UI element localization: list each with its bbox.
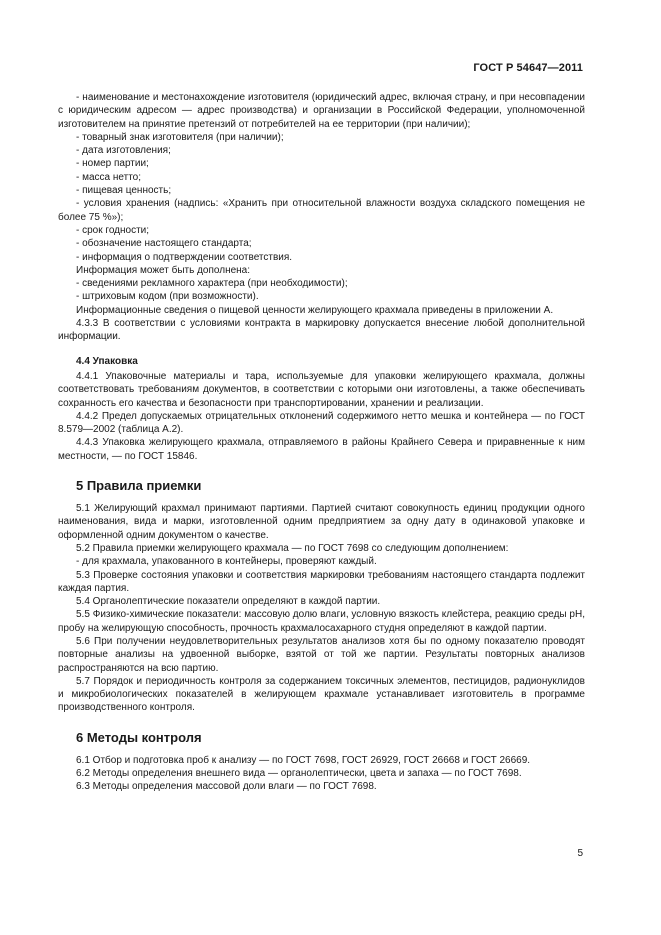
- section-5-title: 5 Правила приемки: [76, 478, 202, 494]
- extra-info-intro: Информация может быть дополнена:: [76, 264, 251, 276]
- section-4-4-title: 4.4 Упаковка: [76, 355, 138, 367]
- annex-note: Информационные сведения о пищевой ценности желирующего крахмала приведены в приложении А.: [76, 304, 554, 316]
- list-item-mass: - масса нетто;: [76, 171, 142, 183]
- paragraph-5-1: 5.1 Желирующий крахмал принимают партиями. Партией считают совокупность единиц продукции одного наименования, вида и марки, изготовленной одним предприятием за одну дату в одинаковой упаковке и оформленной одним документом о качестве.: [58, 503, 585, 541]
- list-item-batch: - номер партии;: [76, 158, 149, 170]
- list-item-shelf-life: - срок годности;: [76, 224, 150, 236]
- paragraph-4-4-2: 4.4.2 Предел допускаемых отрицательных отклонений содержимого нетто мешка и контейнера — по ГОСТ 8.579—2002 (таблица А.2).: [58, 410, 585, 436]
- list-item-manufacturer: - наименование и местонахождение изготовителя (юридический адрес, включая страну, и при несовпадении с юридическим адресом — адрес производства) и организации в Российской Федерации, уполномоченной изготовителем на принятие претензий от потребителей на ее территории (при наличии);: [58, 92, 585, 130]
- paragraph-5-7: 5.7 Порядок и периодичность контроля за содержанием токсичных элементов, пестицидов, радионуклидов и микробиологических показателей в желирующем крахмале устанавливает изготовитель в программе производственного контроля.: [58, 675, 585, 714]
- paragraph-4-4-3: 4.4.3 Упаковка желирующего крахмала, отправляемого в районы Крайнего Севера и приравненные к ним местности, — по ГОСТ 15846.: [58, 437, 585, 462]
- paragraph-5-2: 5.2 Правила приемки желирующего крахмала — по ГОСТ 7698 со следующим дополнением:: [76, 542, 509, 554]
- paragraph-6-1: 6.1 Отбор и подготовка проб к анализу — по ГОСТ 7698, ГОСТ 26929, ГОСТ 26668 и ГОСТ 26669.: [76, 754, 531, 766]
- list-item-containers: - для крахмала, упакованного в контейнеры, проверяют каждый.: [76, 556, 377, 568]
- paragraph-4-3-3: 4.3.3 В соответствии с условиями контракта в маркировку допускается внесение любой дополнительной информации.: [58, 318, 585, 343]
- paragraph-5-6: 5.6 При получении неудовлетворительных результатов анализов хотя бы по одному показателю проводят повторные анализы на удвоенной выборке, взятой от той же партии. Результаты повторных анализов распространяются на всю партию.: [58, 635, 585, 674]
- paragraph-6-2: 6.2 Методы определения внешнего вида — органолептически, цвета и запаха — по ГОСТ 7698.: [76, 768, 522, 780]
- page-number: 5: [577, 848, 583, 859]
- list-item-standard: - обозначение настоящего стандарта;: [76, 238, 252, 250]
- list-item-conformity: - информация о подтверждении соответствия.: [76, 251, 293, 263]
- list-item-storage: - условия хранения (надпись: «Хранить при относительной влажности воздуха складского помещения не более 75 %»);: [58, 198, 585, 223]
- paragraph-5-4: 5.4 Органолептические показатели определяют в каждой партии.: [76, 596, 381, 608]
- list-item-date: - дата изготовления;: [76, 145, 171, 157]
- section-6-title: 6 Методы контроля: [76, 729, 202, 745]
- list-item-trademark: - товарный знак изготовителя (при наличии);: [76, 131, 284, 143]
- document-code: ГОСТ Р 54647—2011: [473, 62, 583, 74]
- list-item-barcode: - штриховым кодом (при возможности).: [76, 291, 259, 303]
- paragraph-5-5: 5.5 Физико-химические показатели: массовую долю влаги, условную вязкость клейстера, реакцию среды pH, пробу на желирующую способность, прочность крахмалосахарного студня определяют в каждой партии.: [58, 609, 585, 634]
- paragraph-6-3: 6.3 Методы определения массовой доли влаги — по ГОСТ 7698.: [76, 781, 377, 793]
- paragraph-5-3: 5.3 Проверке состояния упаковки и соответствия маркировки требованиям настоящего стандарта подлежит каждая партия.: [58, 569, 585, 594]
- paragraph-4-4-1: 4.4.1 Упаковочные материалы и тара, используемые для упаковки желирующего крахмала, должны соответствовать требованиям документов, в соответствии с которыми они изготовлены, а также обеспечивать сохранность его качества и безопасности при транспортировании, хранении и реализации.: [58, 370, 585, 409]
- list-item-ads: - сведениями рекламного характера (при необходимости);: [76, 278, 348, 290]
- page-body: [58, 91, 585, 794]
- list-item-nutrition: - пищевая ценность;: [76, 185, 172, 197]
